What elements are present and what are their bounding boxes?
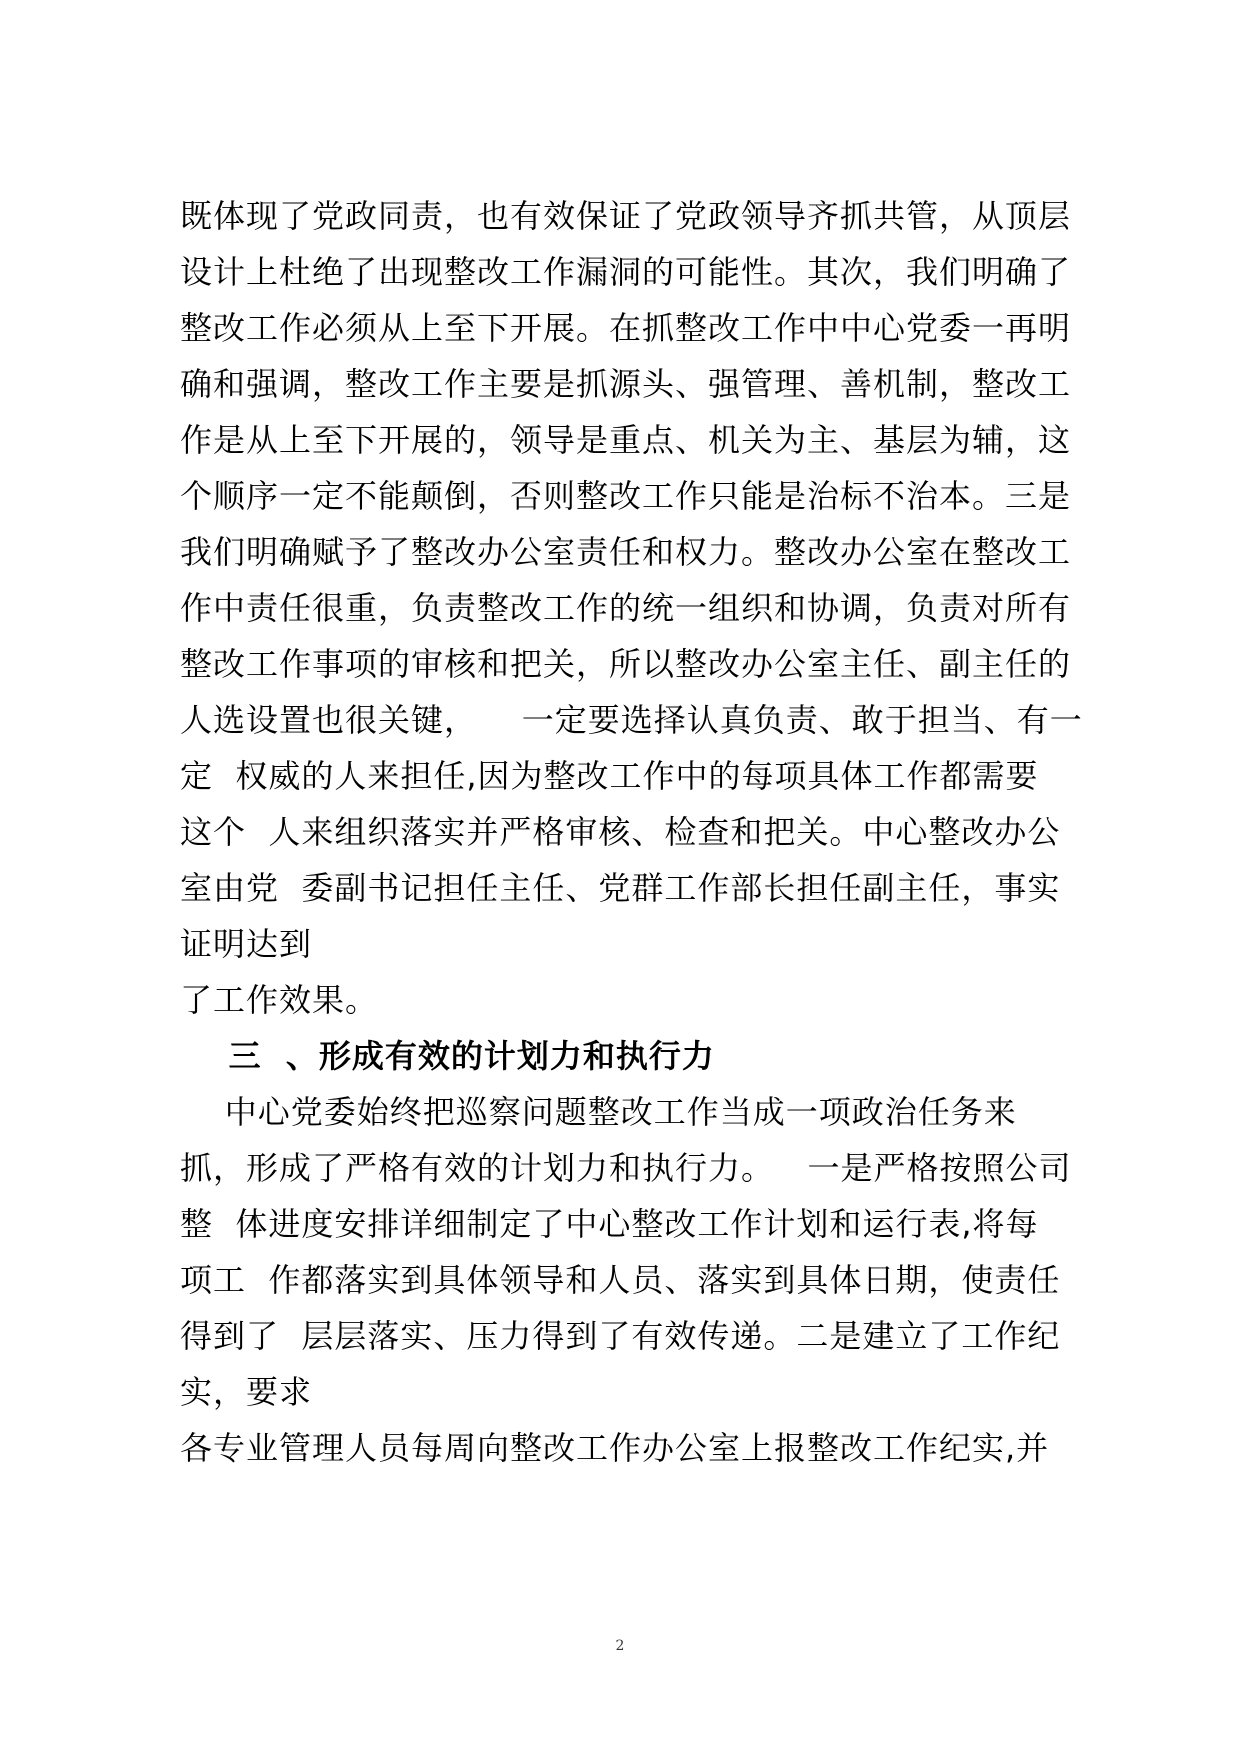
- text-line: 整 体进度安排详细制定了中心整改工作计划和运行表,将每: [180, 1205, 1039, 1243]
- text-line: 了工作效果。: [180, 981, 379, 1019]
- text-line: 中心党委始终把巡察问题整改工作当成一项政治任务来: [180, 1093, 1017, 1131]
- text-line: 定 权威的人来担任,因为整改工作中的每项具体工作都需要: [180, 757, 1039, 795]
- text-line: 整改工作必须从上至下开展。在抓整改工作中中心党委一再明: [180, 309, 1072, 347]
- section-heading: 三 、形成有效的计划力和执行力: [180, 1037, 715, 1075]
- text-line: 作中责任很重，负责整改工作的统一组织和协调，负责对所有: [180, 589, 1072, 627]
- text-line: 这个 人来组织落实并严格审核、检查和把关。中心整改办公: [180, 813, 1061, 851]
- page-number: 2: [615, 1638, 625, 1654]
- text-line: 既体现了党政同责，也有效保证了党政领导齐抓共管，从顶层: [180, 197, 1072, 235]
- paragraph-1: [180, 188, 1083, 1028]
- body-text: [180, 188, 1083, 1476]
- text-line: 作是从上至下开展的，领导是重点、机关为主、基层为辅，这: [180, 421, 1072, 459]
- text-line: 抓，形成了严格有效的计划力和执行力。 一是严格按照公司: [180, 1149, 1072, 1187]
- text-line: 室由党 委副书记担任主任、党群工作部长担任副主任，事实: [180, 869, 1061, 907]
- text-line: 我们明确赋予了整改办公室责任和权力。整改办公室在整改工: [180, 533, 1072, 571]
- text-line: 实，要求: [180, 1373, 313, 1411]
- text-line: 整改工作事项的审核和把关，所以整改办公室主任、副主任的: [180, 645, 1072, 683]
- text-line: 项工 作都落实到具体领导和人员、落实到具体日期，使责任: [180, 1261, 1061, 1299]
- text-line: 得到了 层层落实、压力得到了有效传递。二是建立了工作纪: [180, 1317, 1061, 1355]
- text-line: 设计上杜绝了出现整改工作漏洞的可能性。其次，我们明确了: [180, 253, 1072, 291]
- text-line: 确和强调，整改工作主要是抓源头、强管理、善机制，整改工: [180, 365, 1072, 403]
- text-line: 各专业管理人员每周向整改工作办公室上报整改工作纪实,并: [180, 1429, 1050, 1467]
- text-line: 证明达到: [180, 925, 313, 963]
- paragraph-2: [180, 1084, 1080, 1476]
- text-line: 人选设置也很关键， 一定要选择认真负责、敢于担当、有一: [180, 701, 1083, 739]
- text-line: 个顺序一定不能颠倒，否则整改工作只能是治标不治本。三是: [180, 477, 1072, 515]
